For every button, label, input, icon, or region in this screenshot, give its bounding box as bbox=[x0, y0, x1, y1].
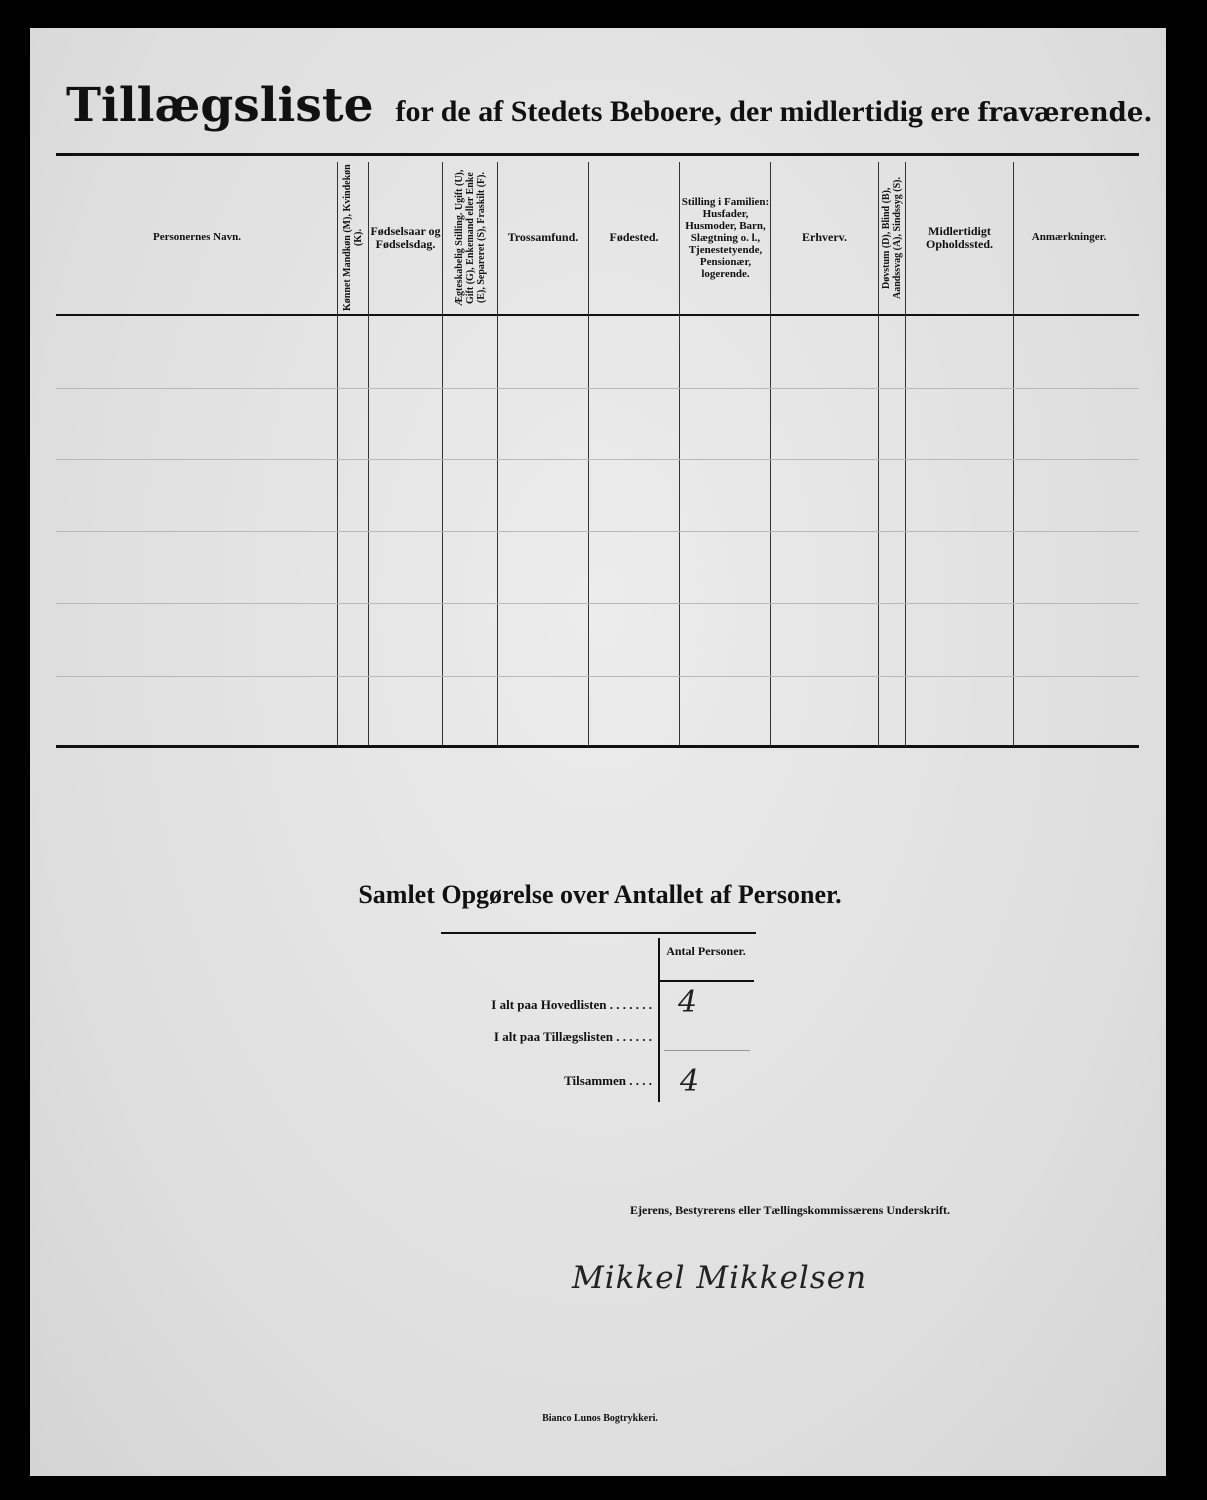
col-header-birth: Fødselsaar og Fødselsdag. bbox=[370, 223, 441, 251]
col-header-birthplace: Fødested. bbox=[609, 230, 659, 244]
col-header-marital: Ægteskabelig Stilling. Ugift (U), Gift (G), Enkemand eller Enke (E), Separeret (S), Fraskilt (F). bbox=[453, 169, 487, 306]
col-header-residence: Midlertidigt Opholdssted. bbox=[925, 223, 994, 251]
table-top-rule bbox=[56, 153, 1139, 156]
col-header-sex: Kønnet Mandkøn (M), Kvindekøn (K). bbox=[342, 164, 364, 311]
row-line bbox=[56, 459, 1139, 460]
title-subtitle: for de af Stedets Beboere, der midlertidig ere fraværende. bbox=[395, 95, 1153, 128]
col-header-remarks: Anmærkninger. bbox=[1031, 231, 1107, 243]
signature-handwriting: Mikkel Mikkelsen bbox=[572, 1260, 868, 1296]
summary-divider bbox=[658, 938, 660, 1102]
title-main: Tillægsliste bbox=[66, 78, 374, 133]
form-title bbox=[66, 78, 1153, 148]
table-bottom-rule bbox=[56, 745, 1139, 748]
summary-col-header: Antal Personer. bbox=[666, 944, 746, 958]
summary-label-total: Tilsammen . . . . bbox=[564, 1073, 652, 1088]
summary-label-supplement: I alt paa Tillægslisten . . . . . . bbox=[493, 1029, 652, 1044]
printer-imprint: Bianco Lunos Bogtrykkeri. bbox=[542, 1413, 658, 1424]
col-header-occupation: Erhverv. bbox=[802, 230, 847, 244]
col-header-disability: Døvstum (D), Blind (B), Aandssvag (A), Sindssyg (S). bbox=[881, 176, 903, 299]
row-line bbox=[56, 531, 1139, 532]
col-header-religion: Trossamfund. bbox=[507, 230, 579, 244]
summary-top-rule bbox=[441, 932, 756, 934]
col-header-family: Stilling i Familien: Husfader, Husmoder, Barn, Slægtning o. l., Tjenestetyende, Pensionær, logerende. bbox=[681, 195, 770, 280]
summary-label-main: I alt paa Hovedlisten . . . . . . . bbox=[491, 997, 652, 1012]
summary-total-line bbox=[664, 1050, 750, 1051]
title-emphasis: fraværende. bbox=[977, 98, 1153, 128]
col-divider bbox=[679, 162, 680, 745]
row-line bbox=[56, 603, 1139, 604]
row-line bbox=[56, 676, 1139, 677]
summary-value-main: 4 bbox=[678, 985, 698, 1020]
summary-value-total: 4 bbox=[680, 1064, 700, 1099]
summary-header-rule bbox=[660, 980, 754, 982]
signature-label: Ejerens, Bestyrerens eller Tællingskommissærens Underskrift. bbox=[630, 1203, 950, 1217]
row-line bbox=[56, 388, 1139, 389]
col-header-name: Personernes Navn. bbox=[153, 231, 241, 243]
summary-title: Samlet Opgørelse over Antallet af Personer. bbox=[358, 880, 842, 909]
